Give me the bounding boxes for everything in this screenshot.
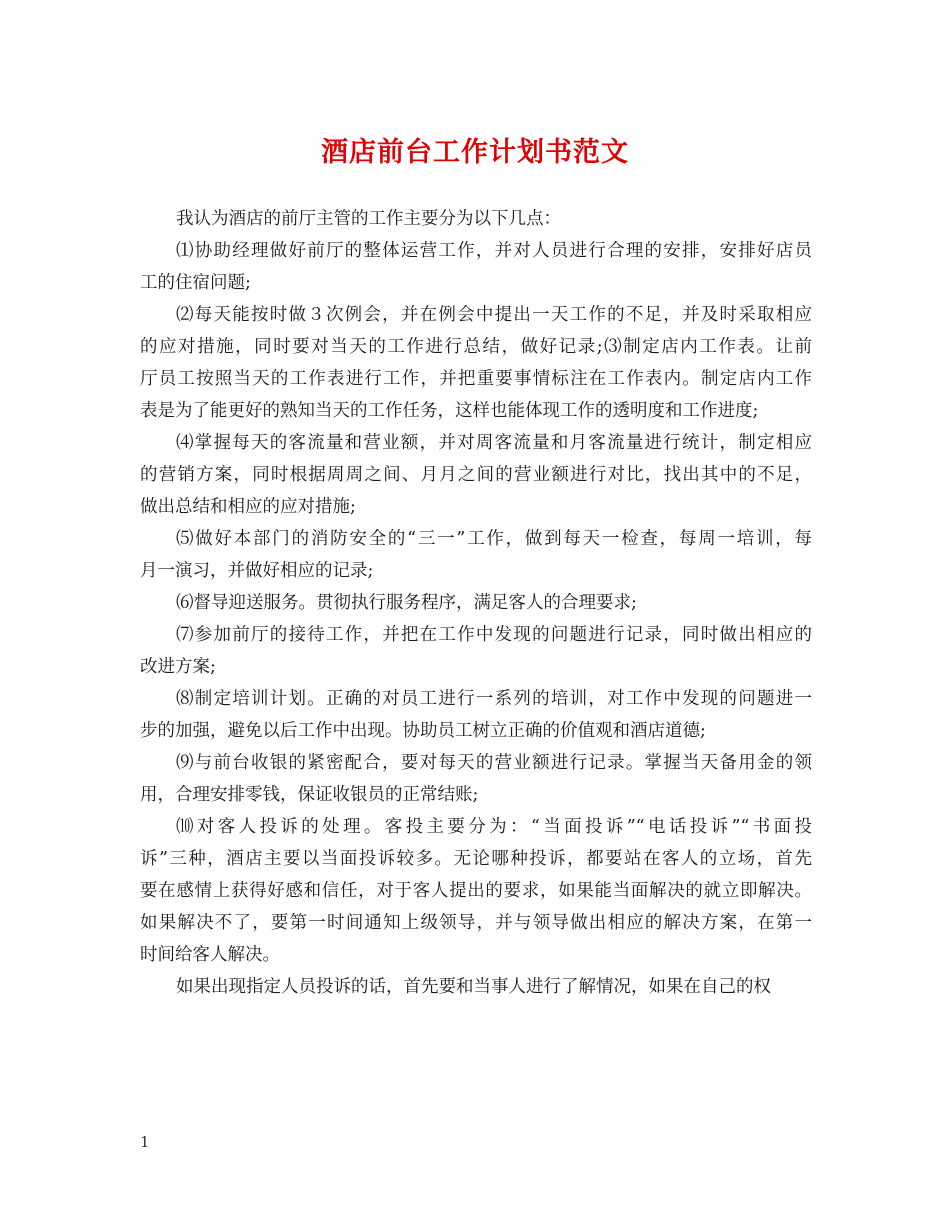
paragraph-line: 的营销方案，同时根据周周之间、月月之间的营业额进行对比，找出其中的不足， (140, 465, 812, 485)
paragraph (140, 683, 812, 747)
page-number: 1 (140, 1133, 150, 1151)
paragraph-line: ⑷掌握每天的客流量和营业额，并对周客流量和月客流量进行统计，制定相应 (176, 433, 812, 453)
paragraph-line: ⑴协助经理做好前厅的整体运营工作，并对人员进行合理的安排，安排好店员 (176, 241, 812, 261)
paragraph (140, 299, 812, 427)
paragraph-line: 诉”三种，酒店主要以当面投诉较多。无论哪种投诉，都要站在客人的立场，首先 (140, 849, 812, 869)
page-title: 酒店前台工作计划书范文 (321, 137, 629, 168)
paragraph-line: ⑹督导迎送服务。贯彻执行服务程序，满足客人的合理要求; (176, 593, 637, 613)
paragraph (140, 971, 812, 1003)
paragraph-line: 用，合理安排零钱，保证收银员的正常结账; (140, 785, 479, 805)
paragraph-line: 工的住宿问题; (140, 273, 251, 293)
paragraph-line: ⑺参加前厅的接待工作，并把在工作中发现的问题进行记录，同时做出相应的 (176, 625, 812, 645)
paragraph (140, 811, 812, 971)
paragraph (140, 619, 812, 683)
paragraph-line: 做出总结和相应的应对措施; (140, 497, 356, 517)
paragraph (140, 747, 812, 811)
paragraph-line: ⑼与前台收银的紧密配合，要对每天的营业额进行记录。掌握当天备用金的领 (176, 753, 812, 773)
paragraph-line: 步的加强，避免以后工作中出现。协助员工树立正确的价值观和酒店道德; (140, 721, 706, 741)
paragraph-line: 如果解决不了，要第一时间通知上级领导，并与领导做出相应的解决方案，在第一 (140, 913, 812, 933)
paragraph-line: 我认为酒店的前厅主管的工作主要分为以下几点： (176, 209, 561, 229)
paragraph (140, 427, 812, 523)
paragraph-line: 要在感情上获得好感和信任，对于客人提出的要求，如果能当面解决的就立即解决。 (140, 881, 812, 901)
paragraph-line: 月一演习，并做好相应的记录; (140, 561, 374, 581)
paragraph-line: ⑵每天能按时做３次例会，并在例会中提出一天工作的不足，并及时采取相应 (176, 305, 812, 325)
paragraph-line: 厅员工按照当天的工作表进行工作，并把重要事情标注在工作表内。制定店内工作 (140, 369, 812, 389)
paragraph (140, 235, 812, 299)
paragraph (140, 203, 812, 235)
paragraph-line: 时间给客人解决。 (140, 945, 280, 965)
paragraph-line: ⑻制定培训计划。正确的对员工进行一系列的培训，对工作中发现的问题进一 (176, 689, 812, 709)
paragraph-line: 表是为了能更好的熟知当天的工作任务，这样也能体现工作的透明度和工作进度; (140, 401, 759, 421)
paragraph-line: 的应对措施，同时要对当天的工作进行总结，做好记录;⑶制定店内工作表。让前 (140, 337, 812, 357)
paragraph-line: 如果出现指定人员投诉的话，首先要和当事人进行了解情况，如果在自己的权 (176, 977, 771, 997)
paragraph-line: ⑽对客人投诉的处理。客投主要分为：“当面投诉”“电话投诉”“书面投 (176, 817, 812, 837)
paragraph (140, 523, 812, 587)
document-body (140, 203, 812, 1003)
paragraph-line: ⑸做好本部门的消防安全的“三一”工作，做到每天一检查，每周一培训，每 (176, 529, 812, 549)
paragraph-line: 改进方案; (140, 657, 216, 677)
paragraph (140, 587, 812, 619)
